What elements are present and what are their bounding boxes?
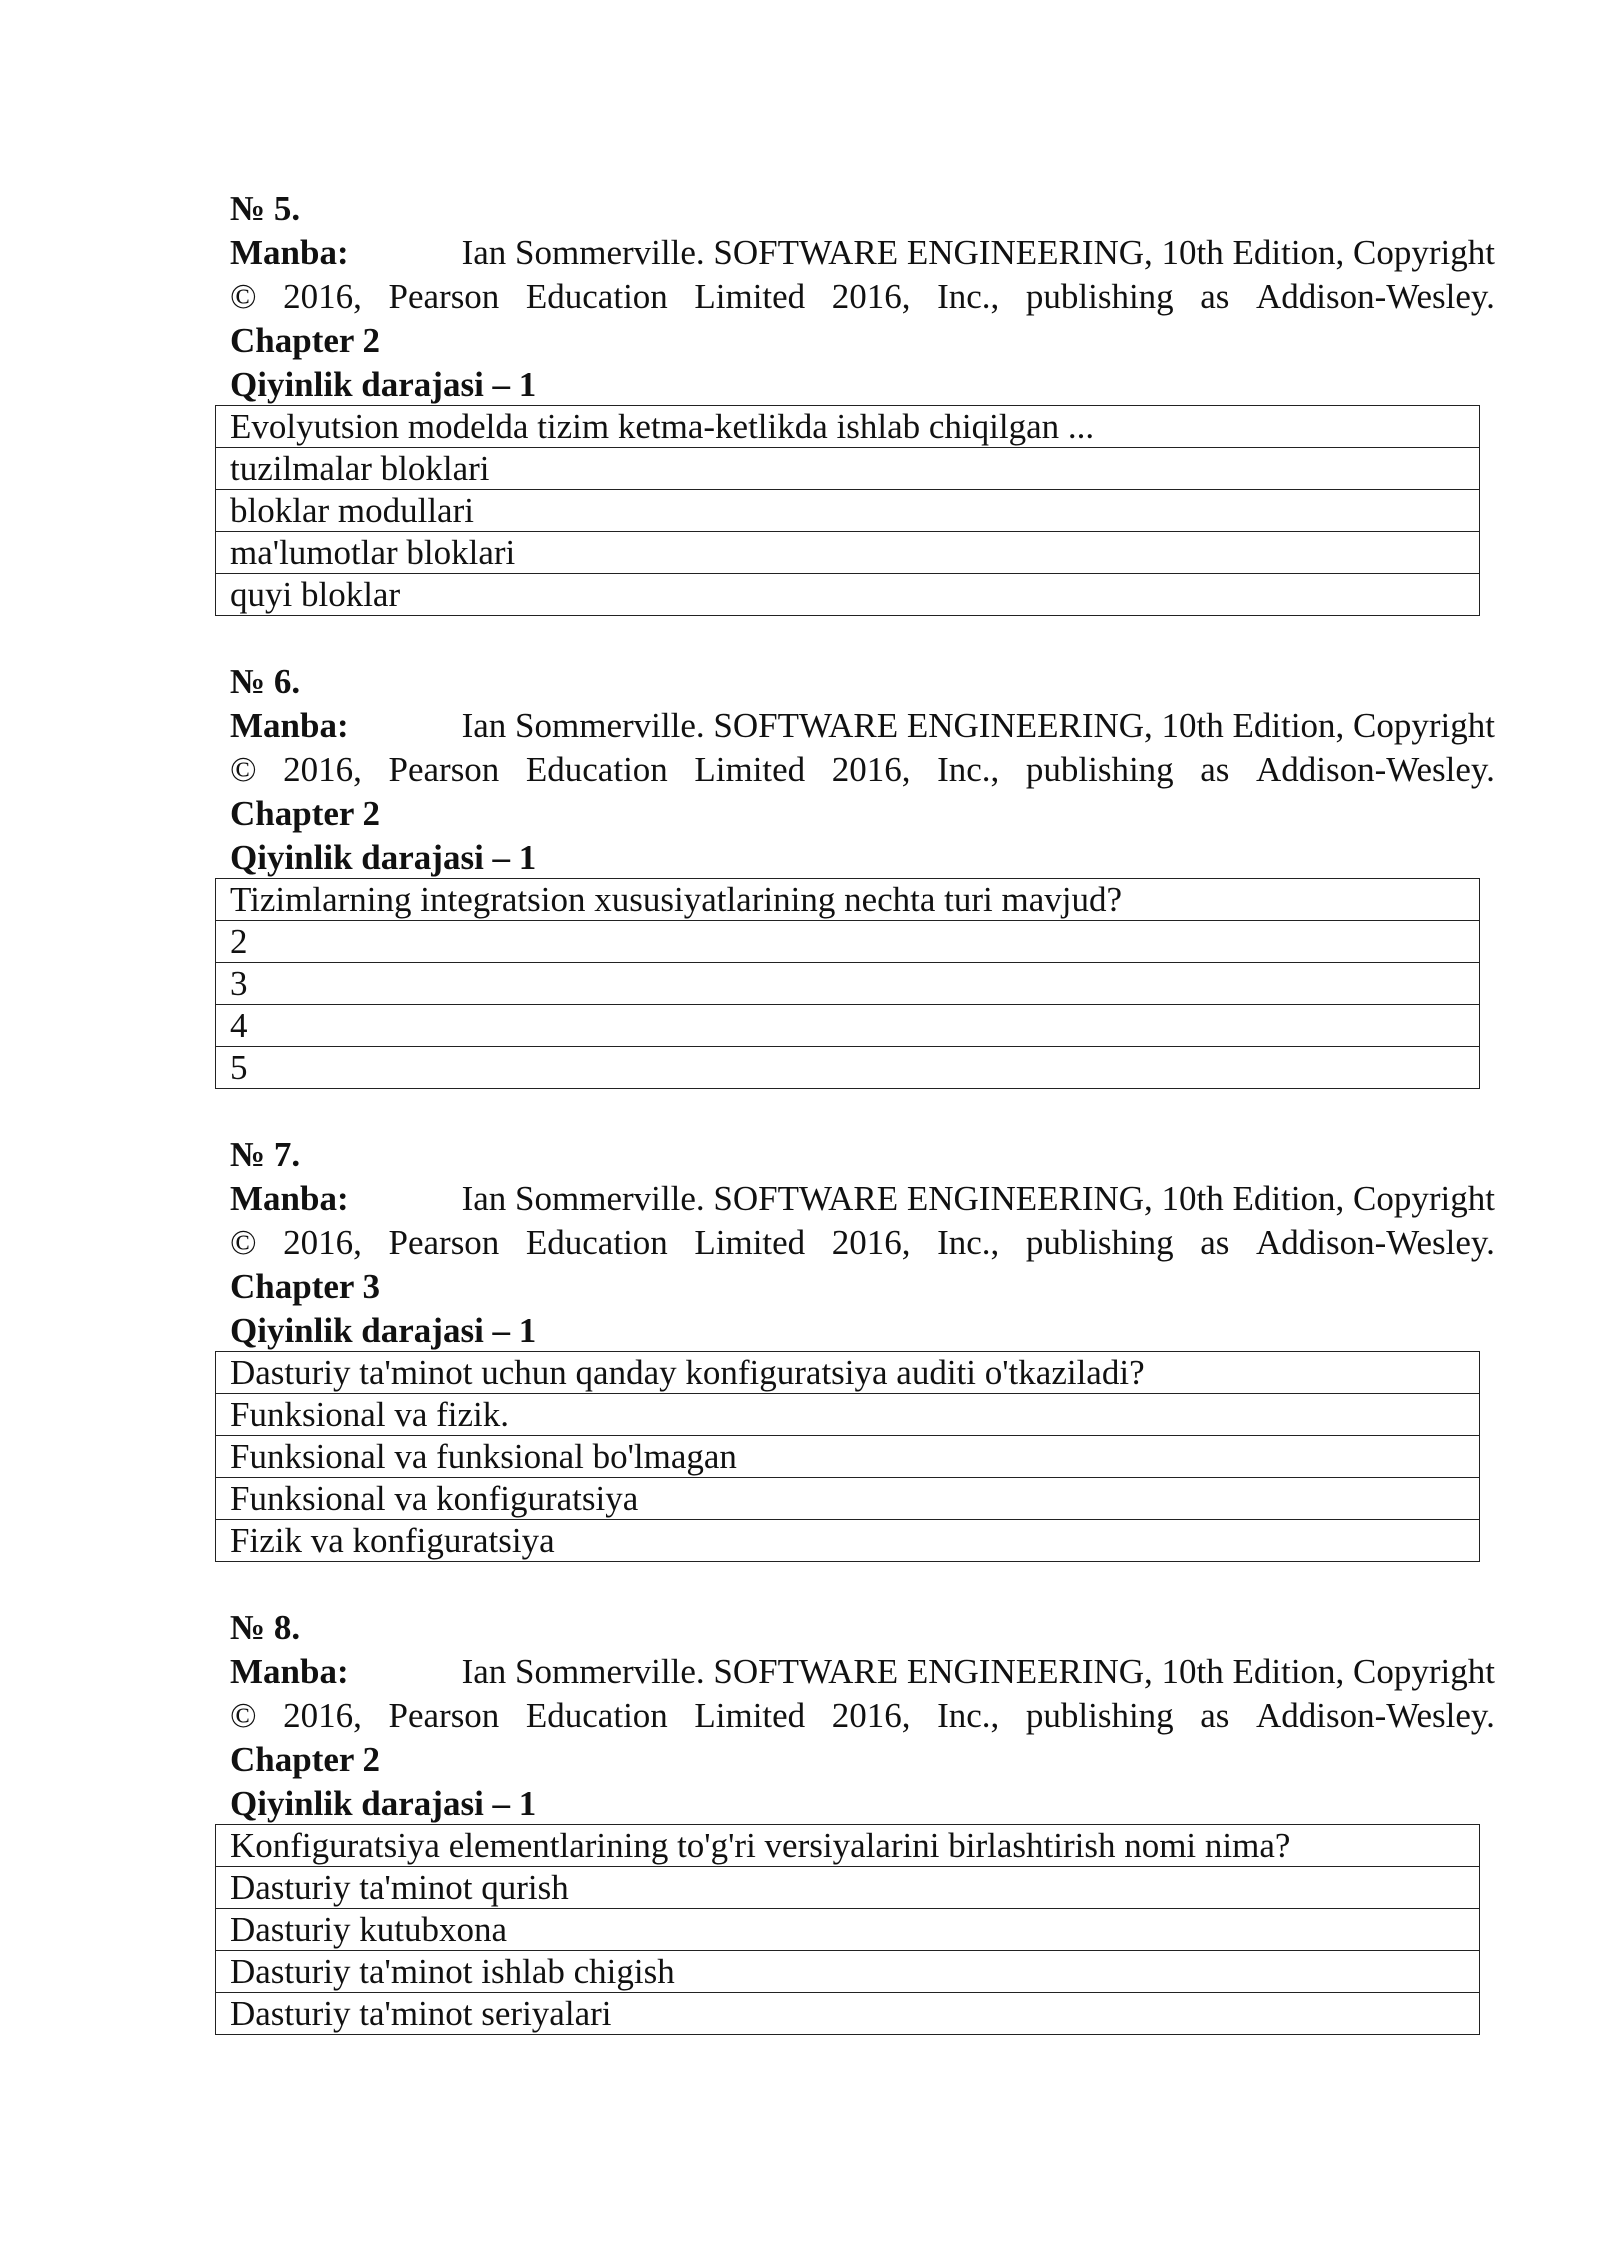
source-word: Education [525,277,668,316]
source-word: Pearson [388,1223,500,1262]
question-number: № 5. [230,189,301,228]
source-word: 2016, [831,277,911,316]
answer-option: 2 [216,921,1480,963]
answer-option: Dasturiy ta'minot qurish [216,1867,1480,1909]
answer-option-row [216,1005,1480,1047]
answer-option-row [216,1394,1480,1436]
source-word: as [1200,1696,1230,1735]
answer-option-row [216,921,1480,963]
question-text: Tizimlarning integratsion xususiyatlarining nechta turi mavjud? [216,879,1480,921]
question-table [215,405,1480,616]
chapter-label: Chapter 2 [230,794,381,833]
answer-option-row [216,1047,1480,1089]
source-line [230,704,1495,748]
answer-option: 5 [216,1047,1480,1089]
source-word: Limited [694,750,806,789]
answer-option-row [216,1951,1480,1993]
source-line [230,231,1495,275]
source-word: 2016, [831,1223,911,1262]
source-text: Ian Sommerville. SOFTWARE ENGINEERING, 10th Edition, Copyright [461,233,1495,272]
question-table [215,1351,1480,1562]
source-word: Addison-Wesley. [1255,750,1495,789]
source-label: Manba: [230,1652,349,1691]
difficulty-label: Qiyinlik darajasi – 1 [230,365,537,404]
answer-option-row [216,963,1480,1005]
source-word: Limited [694,277,806,316]
answer-option-row [216,1909,1480,1951]
source-word: Education [525,1696,668,1735]
chapter-label: Chapter 2 [230,321,381,360]
answer-option-row [216,1993,1480,2035]
source-line-continued [230,1694,1495,1738]
source-word: Inc., [937,750,1000,789]
source-word: publishing [1025,750,1174,789]
source-word: Inc., [937,1223,1000,1262]
source-word: © [230,1696,257,1735]
source-word: Pearson [388,1696,500,1735]
source-word: © [230,750,257,789]
answer-option-row [216,1867,1480,1909]
answer-option-row [216,532,1480,574]
answer-option: ma'lumotlar bloklari [216,532,1480,574]
answer-option: Fizik va konfiguratsiya [216,1520,1480,1562]
source-label: Manba: [230,233,349,272]
question-text: Evolyutsion modelda tizim ketma-ketlikda ishlab chiqilgan ... [216,406,1480,448]
source-word: © [230,1223,257,1262]
answer-option-row [216,574,1480,616]
source-line [230,1650,1495,1694]
source-word: Inc., [937,277,1000,316]
source-word: Pearson [388,750,500,789]
source-word: 2016, [831,1696,911,1735]
source-word: publishing [1025,277,1174,316]
question-number: № 7. [230,1135,301,1174]
source-word: 2016, [831,750,911,789]
question-row [216,879,1480,921]
source-line-continued [230,1221,1495,1265]
answer-option-row [216,490,1480,532]
question-row [216,1825,1480,1867]
chapter-label: Chapter 3 [230,1267,381,1306]
source-word: Education [525,750,668,789]
question-number: № 8. [230,1608,301,1647]
source-word: as [1200,750,1230,789]
question-text: Dasturiy ta'minot uchun qanday konfiguratsiya auditi o'tkaziladi? [216,1352,1480,1394]
answer-option: Dasturiy ta'minot seriyalari [216,1993,1480,2035]
question-table [215,878,1480,1089]
source-word: Addison-Wesley. [1255,277,1495,316]
difficulty-label: Qiyinlik darajasi – 1 [230,838,537,877]
source-label: Manba: [230,706,349,745]
source-text: Ian Sommerville. SOFTWARE ENGINEERING, 10th Edition, Copyright [461,1652,1495,1691]
answer-option: tuzilmalar bloklari [216,448,1480,490]
question-row [216,406,1480,448]
source-word: publishing [1025,1223,1174,1262]
source-label: Manba: [230,1179,349,1218]
answer-option-row [216,1520,1480,1562]
answer-option: 3 [216,963,1480,1005]
difficulty-label: Qiyinlik darajasi – 1 [230,1784,537,1823]
source-word: Addison-Wesley. [1255,1223,1495,1262]
answer-option: Funksional va funksional bo'lmagan [216,1436,1480,1478]
source-word: © [230,277,257,316]
answer-option: bloklar modullari [216,490,1480,532]
answer-option-row [216,1478,1480,1520]
source-word: Education [525,1223,668,1262]
answer-option: Dasturiy ta'minot ishlab chigish [216,1951,1480,1993]
question-text: Konfiguratsiya elementlarining to'g'ri versiyalarini birlashtirish nomi nima? [216,1825,1480,1867]
answer-option-row [216,448,1480,490]
source-text: Ian Sommerville. SOFTWARE ENGINEERING, 10th Edition, Copyright [461,706,1495,745]
source-line-continued [230,275,1495,319]
source-word: publishing [1025,1696,1174,1735]
source-word: 2016, [283,1223,362,1262]
answer-option: Funksional va fizik. [216,1394,1480,1436]
source-word: Addison-Wesley. [1255,1696,1495,1735]
answer-option: quyi bloklar [216,574,1480,616]
answer-option: Dasturiy kutubxona [216,1909,1480,1951]
source-line-continued [230,748,1495,792]
source-word: Inc., [937,1696,1000,1735]
source-word: Limited [694,1696,806,1735]
difficulty-label: Qiyinlik darajasi – 1 [230,1311,537,1350]
answer-option: 4 [216,1005,1480,1047]
source-word: 2016, [283,1696,362,1735]
chapter-label: Chapter 2 [230,1740,381,1779]
question-row [216,1352,1480,1394]
answer-option-row [216,1436,1480,1478]
source-word: as [1200,277,1230,316]
source-word: as [1200,1223,1230,1262]
source-word: Pearson [388,277,500,316]
source-text: Ian Sommerville. SOFTWARE ENGINEERING, 10th Edition, Copyright [461,1179,1495,1218]
source-word: 2016, [283,750,362,789]
source-word: 2016, [283,277,362,316]
question-table [215,1824,1480,2035]
source-word: Limited [694,1223,806,1262]
answer-option: Funksional va konfiguratsiya [216,1478,1480,1520]
question-number: № 6. [230,662,301,701]
source-line [230,1177,1495,1221]
